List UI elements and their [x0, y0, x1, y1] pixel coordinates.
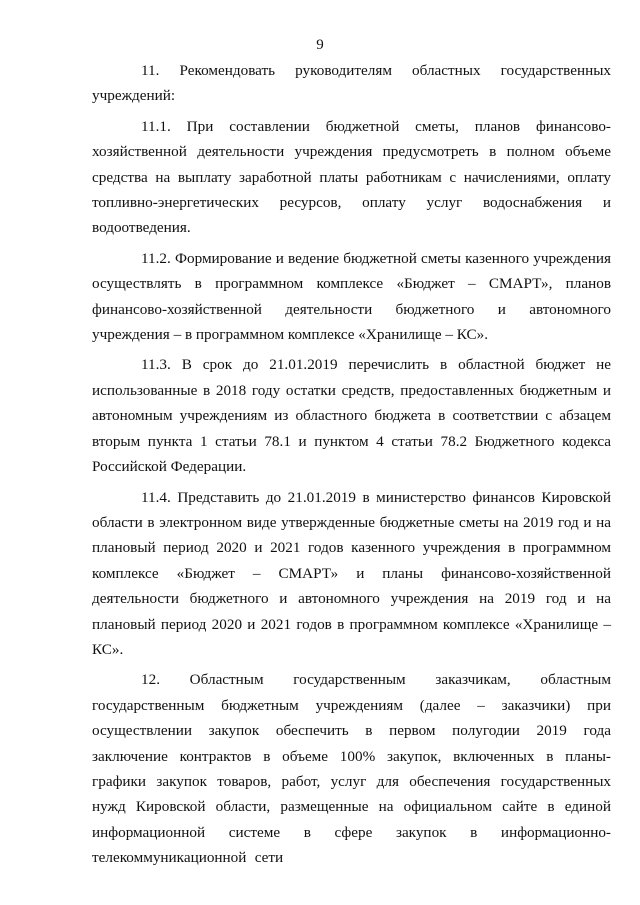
paragraph-11-1: 11.1. При составлении бюджетной сметы, планов финансово-хозяйственной деятельности учреждения предусмотреть в полном объеме средства на выплату заработной платы работникам с начислениями, оплату топливно-энергетических ресурсов, оплату услуг водоснабжения и водоотведения.: [92, 117, 611, 237]
page-number: 9: [316, 37, 324, 53]
paragraph-11-3: 11.3. В срок до 21.01.2019 перечислить в областной бюджет не использованные в 2018 году остатки средств, предоставленных бюджетным и автономным учреждениям из областного бюджета в соответствии с абзацем вторым пункта 1 статьи 78.1 и пунктом 4 статьи 78.2 Бюджетного кодекса Российской Федерации.: [92, 356, 611, 476]
paragraph-12: 12. Областным государственным заказчикам, областным государственным бюджетным учреждениям (далее – заказчики) при осуществлении закупок обеспечить в первом полугодии 2019 года заключение контрактов в объеме 100% закупок, включенных в планы-графики закупок товаров, работ, услуг для обеспечения государственных нужд Кировской области, размещенные на официальном сайте в единой информационной системе в сфере закупок в информационно-телекоммуникационной сети: [92, 671, 611, 867]
paragraph-11: 11. Рекомендовать руководителям областных государственных учреждений:: [92, 62, 611, 105]
document-body: [92, 58, 611, 876]
paragraph-11-4: 11.4. Представить до 21.01.2019 в министерство финансов Кировской области в электронном виде утвержденные бюджетные сметы на 2019 год и на плановый период 2020 и 2021 годов казенного учреждения в программном комплексе «Бюджет – СМАРТ» и планы финансово-хозяйственной деятельности бюджетного и автономного учреждения на 2019 год и на плановый период 2020 и 2021 годов в программном комплексе «Хранилище – КС».: [92, 488, 611, 658]
paragraph-11-2: 11.2. Формирование и ведение бюджетной сметы казенного учреждения осуществлять в программном комплексе «Бюджет – СМАРТ», планов финансово-хозяйственной деятельности бюджетного и автономного учреждения – в программном комплексе «Хранилище – КС».: [92, 249, 611, 344]
